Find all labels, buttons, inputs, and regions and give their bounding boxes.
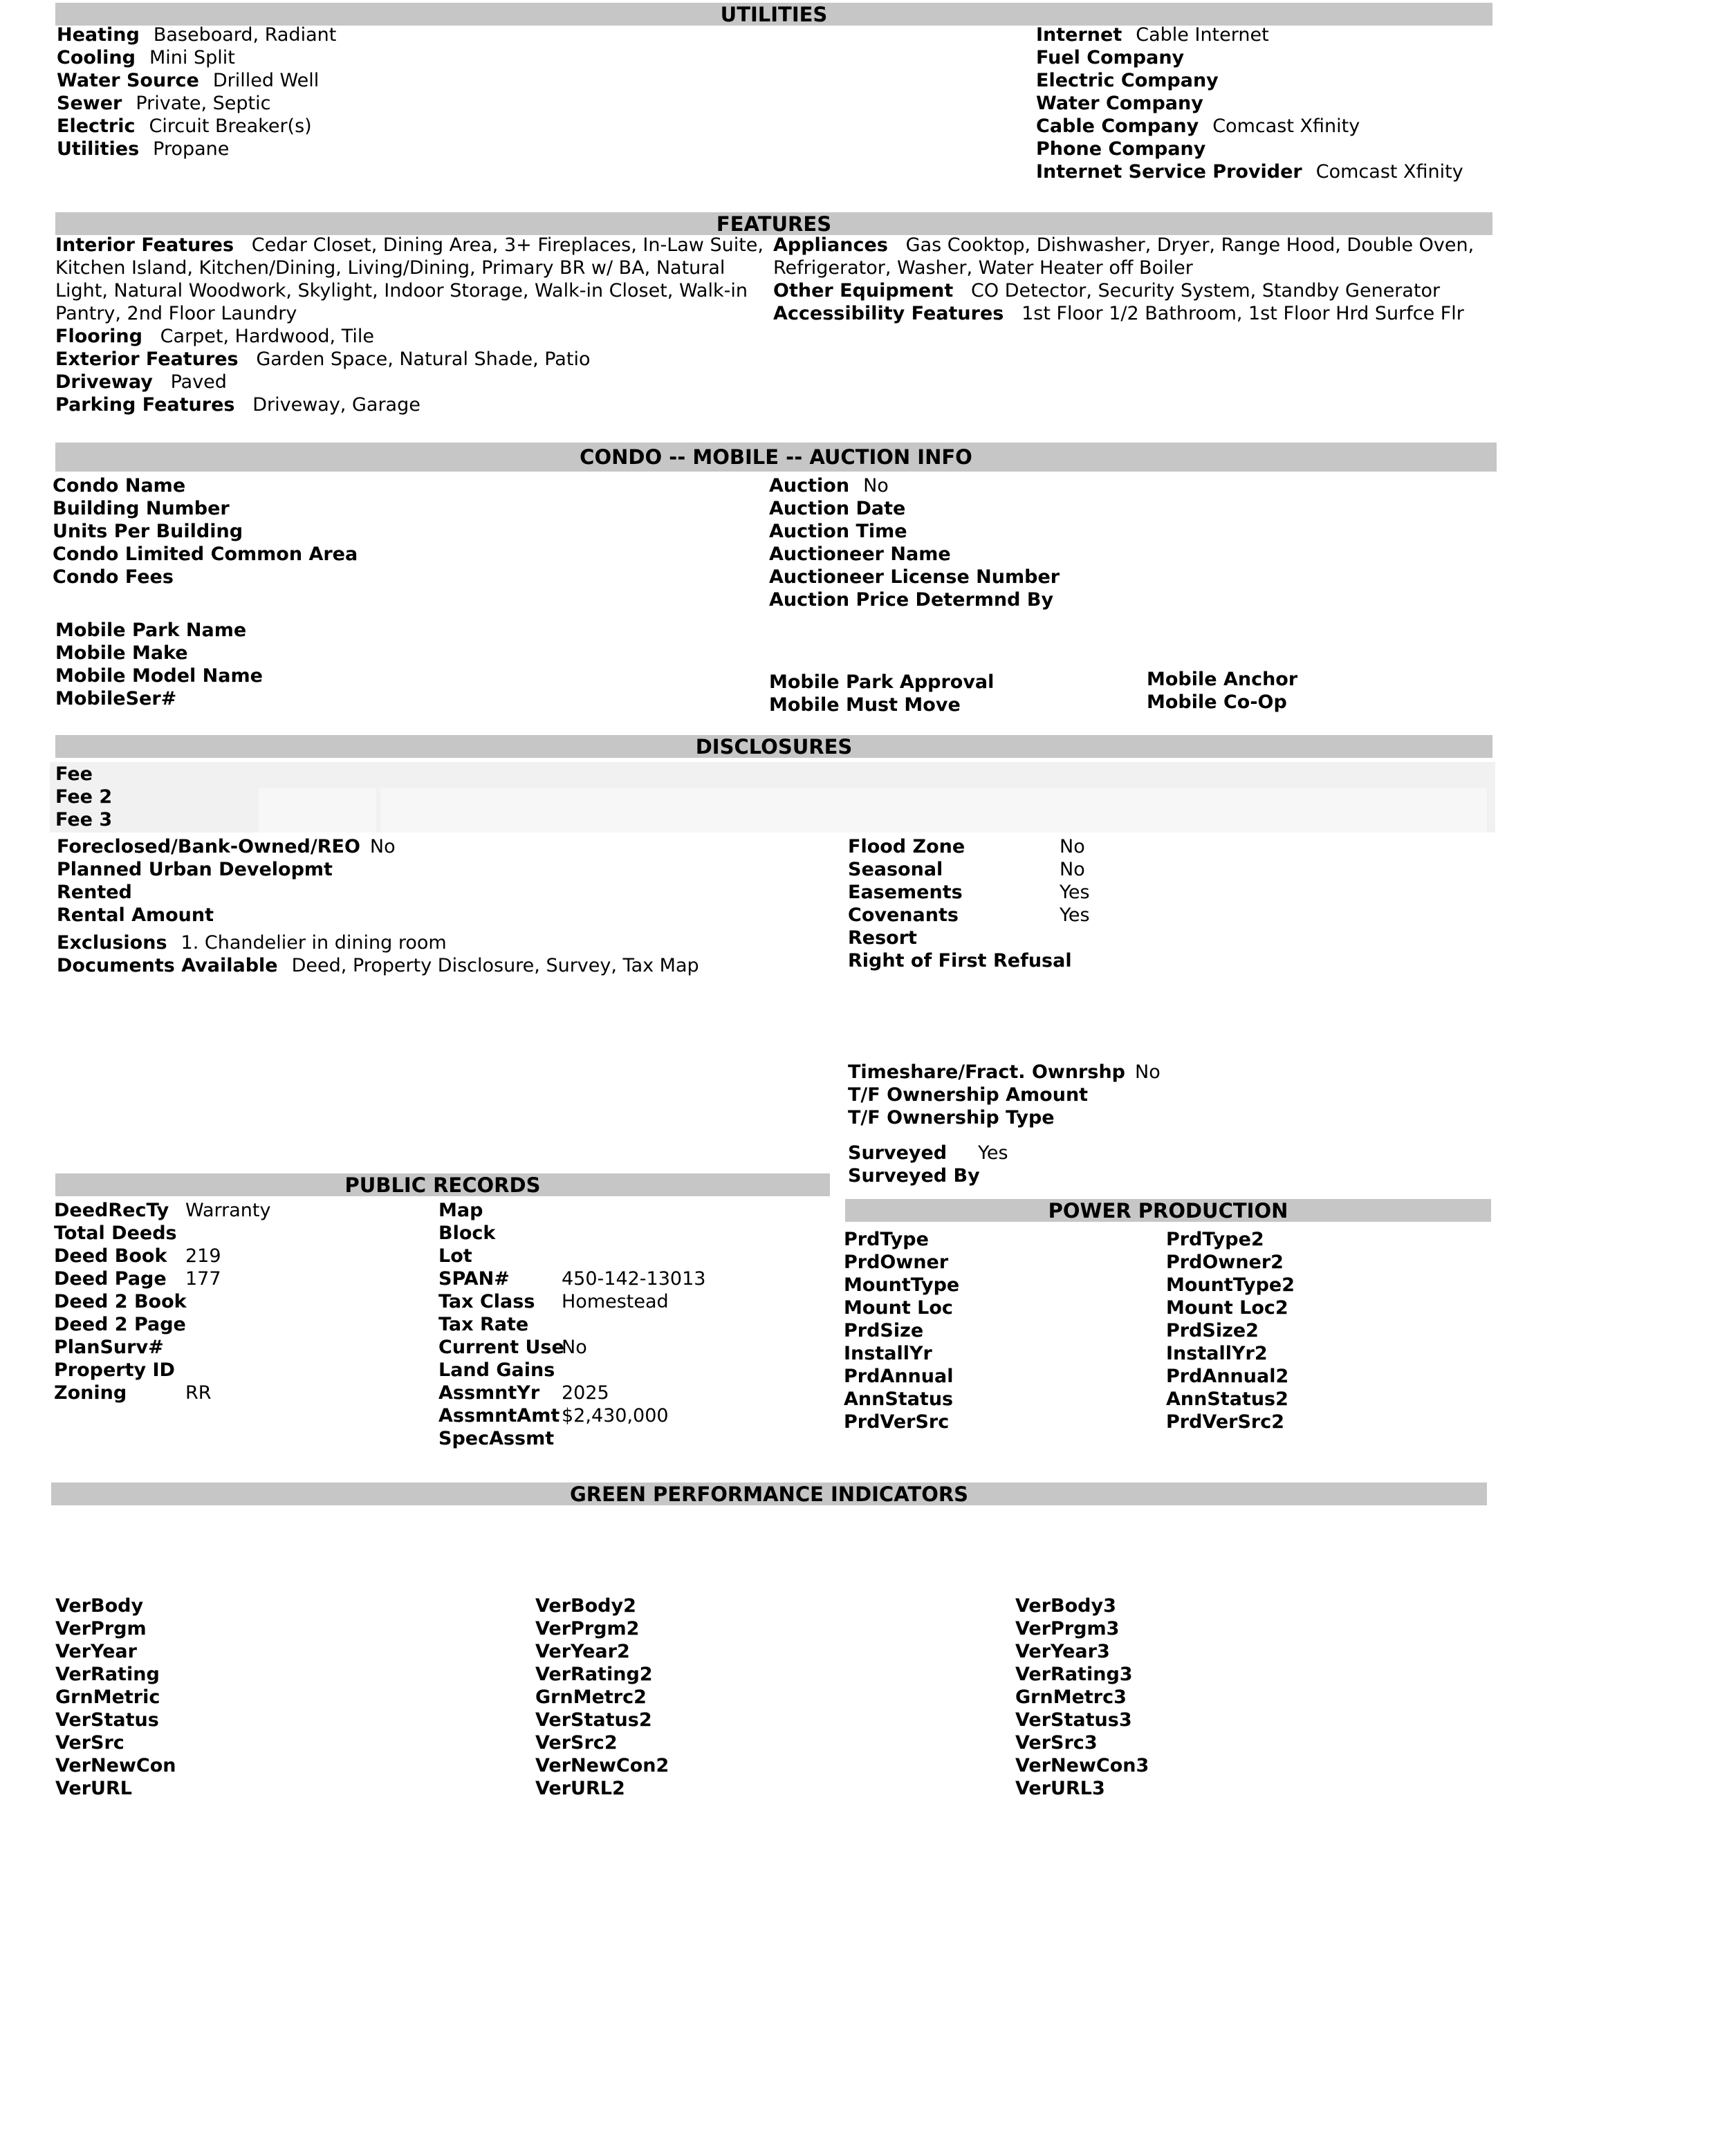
record-row: Block	[438, 1223, 496, 1244]
mobile-field: Mobile Co-Op	[1147, 691, 1287, 713]
utility-row: Internet Cable Internet	[1036, 24, 1269, 46]
mobile-mid	[769, 671, 994, 716]
feature-flooring: Flooring Carpet, Hardwood, Tile	[55, 326, 374, 347]
green-field: VerYear3	[1015, 1641, 1110, 1662]
public-records-header: PUBLIC RECORDS	[55, 1173, 830, 1196]
green-field: VerPrgm3	[1015, 1618, 1120, 1639]
power-field: Mount Loc	[844, 1297, 953, 1319]
record-row: Map	[438, 1200, 483, 1221]
timeshare-fields	[848, 1061, 1161, 1129]
power-field: PrdSize	[844, 1320, 924, 1341]
public-records-left	[54, 1199, 270, 1404]
record-row: Land Gains	[438, 1359, 555, 1381]
disclosure-row: Flood Zone No	[848, 836, 1085, 857]
mobile-left	[55, 619, 263, 710]
green-field: GrnMetrc3	[1015, 1686, 1127, 1708]
fee-fields	[55, 763, 112, 831]
record-row: PlanSurv#	[54, 1337, 164, 1358]
green-field: VerURL3	[1015, 1778, 1105, 1799]
feature-exterior: Exterior Features Garden Space, Natural Shade, Patio	[55, 349, 591, 370]
utility-row: Heating Baseboard, Radiant	[57, 24, 337, 46]
record-row: Tax Class Homestead	[438, 1291, 669, 1312]
disclosure-row: Covenants Yes	[848, 904, 1090, 926]
disclosure-row: Rented	[57, 882, 132, 903]
green-field: VerSrc2	[535, 1732, 618, 1754]
record-row: DeedRecTy Warranty	[54, 1200, 271, 1221]
green-field: VerYear	[55, 1641, 137, 1662]
record-row: Zoning RR	[54, 1382, 212, 1404]
condo-field: Condo Limited Common Area	[53, 543, 358, 565]
green-field: VerPrgm2	[535, 1618, 640, 1639]
condo-field: Condo Fees	[53, 566, 174, 588]
mobile-field: Mobile Must Move	[769, 694, 961, 716]
utility-row: Electric Company	[1036, 70, 1219, 91]
timeshare-row: Timeshare/Fract. Ownrshp No	[848, 1061, 1161, 1083]
fee-label: Fee 2	[55, 786, 113, 808]
utility-row: Electric Circuit Breaker(s)	[57, 115, 312, 137]
green-field: VerNewCon3	[1015, 1755, 1149, 1776]
auction-fields	[769, 474, 1073, 611]
feature-appliances: Appliances Gas Cooktop, Dishwasher, Dryer, Range Hood, Double Oven, Refrigerator, Washer, Water Heater off Boiler	[773, 234, 1474, 279]
feature-interior: Interior Features Cedar Closet, Dining Area, 3+ Fireplaces, In-Law Suite, Kitchen Island, Kitchen/Dining, Living/Dining, Primary BR w/ BA, Natural Light, Natural Woodwork, Skylight, Indoor Storage, Walk-in Closet, Walk-in Pantry, 2nd Floor Laundry	[55, 234, 764, 324]
disclosure-row: Foreclosed/Bank-Owned/REO No	[57, 836, 396, 857]
mobile-field: Mobile Model Name	[55, 665, 263, 687]
utility-row: Internet Service Provider Comcast Xfinity	[1036, 161, 1463, 183]
documents-available: Documents Available Deed, Property Disclosure, Survey, Tax Map	[57, 955, 699, 976]
record-row: Current Use No	[438, 1337, 587, 1358]
feature-accessibility: Accessibility Features 1st Floor 1/2 Bathroom, 1st Floor Hrd Surfce Flr	[773, 303, 1464, 324]
utility-row: Fuel Company	[1036, 47, 1185, 68]
green-field: VerYear2	[535, 1641, 630, 1662]
mobile-field: Mobile Park Name	[55, 620, 247, 641]
utilities-left	[57, 24, 336, 160]
survey-row: Surveyed Yes	[848, 1142, 1008, 1164]
power-field: PrdOwner	[844, 1252, 949, 1273]
green-field: VerStatus2	[535, 1709, 652, 1731]
power-field: PrdOwner2	[1166, 1252, 1284, 1273]
power-field: InstallYr	[844, 1343, 932, 1364]
condo-field: Units Per Building	[53, 521, 243, 542]
power-production-header: POWER PRODUCTION	[845, 1199, 1491, 1222]
utilities-right	[1036, 24, 1463, 183]
green-field: VerNewCon	[55, 1755, 176, 1776]
disclosures-left	[57, 835, 396, 927]
mobile-field: Mobile Anchor	[1147, 669, 1298, 690]
record-row: Total Deeds	[54, 1223, 177, 1244]
record-row: AssmntYr 2025	[438, 1382, 609, 1404]
disclosure-row: Seasonal No	[848, 859, 1085, 880]
survey-fields	[848, 1142, 1008, 1187]
record-row: SpecAssmt	[438, 1428, 555, 1449]
green-performance-header: GREEN PERFORMANCE INDICATORS	[51, 1483, 1487, 1505]
utility-row: Water Source Drilled Well	[57, 70, 320, 91]
disclosure-row: Resort	[848, 927, 917, 949]
survey-row: Surveyed By	[848, 1165, 980, 1187]
condo-header: CONDO -- MOBILE -- AUCTION INFO	[55, 443, 1497, 472]
utility-row: Utilities Propane	[57, 138, 230, 160]
green-field: VerBody3	[1015, 1595, 1116, 1617]
power-field: AnnStatus2	[1166, 1388, 1288, 1410]
power-col-2	[1166, 1228, 1295, 1433]
record-row: Deed 2 Page	[54, 1314, 186, 1335]
power-field: PrdSize2	[1166, 1320, 1259, 1341]
record-row: AssmntAmt $2,430,000	[438, 1405, 669, 1427]
exclusions: Exclusions 1. Chandelier in dining room	[57, 932, 447, 954]
green-field: VerStatus3	[1015, 1709, 1132, 1731]
power-field: PrdAnnual	[844, 1366, 954, 1387]
green-field: VerURL2	[535, 1778, 625, 1799]
record-row: Deed Book 219	[54, 1245, 221, 1267]
power-field: MountType2	[1166, 1274, 1295, 1296]
features-left	[55, 234, 771, 416]
green-field: GrnMetric	[55, 1686, 160, 1708]
power-field: Mount Loc2	[1166, 1297, 1288, 1319]
feature-driveway: Driveway Paved	[55, 371, 227, 393]
green-col-3	[1015, 1595, 1149, 1800]
power-field: InstallYr2	[1166, 1343, 1268, 1364]
auction-field: Auctioneer Name	[769, 543, 951, 565]
green-field: VerURL	[55, 1778, 132, 1799]
auction-field: Auction Date	[769, 498, 906, 519]
power-field: PrdType2	[1166, 1229, 1264, 1250]
disclosures-header: DISCLOSURES	[55, 735, 1492, 758]
record-row: Tax Rate	[438, 1314, 529, 1335]
green-field: VerStatus	[55, 1709, 159, 1731]
green-field: VerBody2	[535, 1595, 636, 1617]
power-col-1	[844, 1228, 959, 1433]
auction-field: Auction Price Determnd By	[769, 589, 1054, 611]
green-field: VerSrc3	[1015, 1732, 1098, 1754]
disclosure-row: Right of First Refusal	[848, 950, 1072, 972]
disclosure-row: Rental Amount	[57, 904, 214, 926]
record-row: Lot	[438, 1245, 472, 1267]
green-field: VerPrgm	[55, 1618, 147, 1639]
disclosures-right	[848, 835, 1090, 972]
mobile-field: MobileSer#	[55, 688, 177, 709]
utility-row: Water Company	[1036, 93, 1203, 114]
mobile-right	[1147, 668, 1297, 714]
auction-field: Auctioneer License Number	[769, 566, 1060, 588]
record-row: Deed Page 177	[54, 1268, 221, 1290]
disclosures-notes	[57, 931, 699, 977]
fee-label: Fee 3	[55, 809, 113, 830]
condo-field: Building Number	[53, 498, 230, 519]
green-field: VerSrc	[55, 1732, 124, 1754]
record-row: Deed 2 Book	[54, 1291, 187, 1312]
feature-parking: Parking Features Driveway, Garage	[55, 394, 420, 416]
green-field: VerBody	[55, 1595, 144, 1617]
disclosure-row: Planned Urban Developmt	[57, 859, 333, 880]
power-field: MountType	[844, 1274, 960, 1296]
feature-other-equipment: Other Equipment CO Detector, Security System, Standby Generator	[773, 280, 1441, 301]
fee-cell	[380, 788, 1487, 833]
disclosure-row: Easements Yes	[848, 882, 1090, 903]
mobile-field: Mobile Park Approval	[769, 671, 995, 693]
timeshare-row: T/F Ownership Amount	[848, 1084, 1089, 1106]
power-field: PrdVerSrc	[844, 1411, 950, 1433]
power-field: PrdAnnual2	[1166, 1366, 1289, 1387]
green-field: VerNewCon2	[535, 1755, 669, 1776]
fee-cell	[259, 788, 376, 833]
power-field: AnnStatus	[844, 1388, 954, 1410]
green-col-1	[55, 1595, 176, 1800]
green-field: VerRating3	[1015, 1664, 1133, 1685]
green-col-2	[535, 1595, 669, 1800]
mobile-field: Mobile Make	[55, 642, 188, 664]
utility-row: Phone Company	[1036, 138, 1206, 160]
green-field: VerRating	[55, 1664, 160, 1685]
utilities-header: UTILITIES	[55, 3, 1492, 26]
condo-fields	[53, 474, 358, 588]
condo-field: Condo Name	[53, 475, 186, 496]
auction-field: Auction No	[769, 475, 889, 496]
utility-row: Cable Company Comcast Xfinity	[1036, 115, 1360, 137]
public-records-right	[438, 1199, 705, 1450]
utility-row: Cooling Mini Split	[57, 47, 235, 68]
power-field: PrdVerSrc2	[1166, 1411, 1285, 1433]
record-row: Property ID	[54, 1359, 175, 1381]
features-right	[773, 234, 1479, 325]
timeshare-row: T/F Ownership Type	[848, 1107, 1055, 1128]
auction-field: Auction Time	[769, 521, 907, 542]
record-row: SPAN# 450-142-13013	[438, 1268, 706, 1290]
power-field: PrdType	[844, 1229, 929, 1250]
fee-label: Fee	[55, 763, 93, 785]
green-field: GrnMetrc2	[535, 1686, 647, 1708]
utility-row: Sewer Private, Septic	[57, 93, 271, 114]
green-field: VerRating2	[535, 1664, 653, 1685]
features-header: FEATURES	[55, 212, 1492, 235]
